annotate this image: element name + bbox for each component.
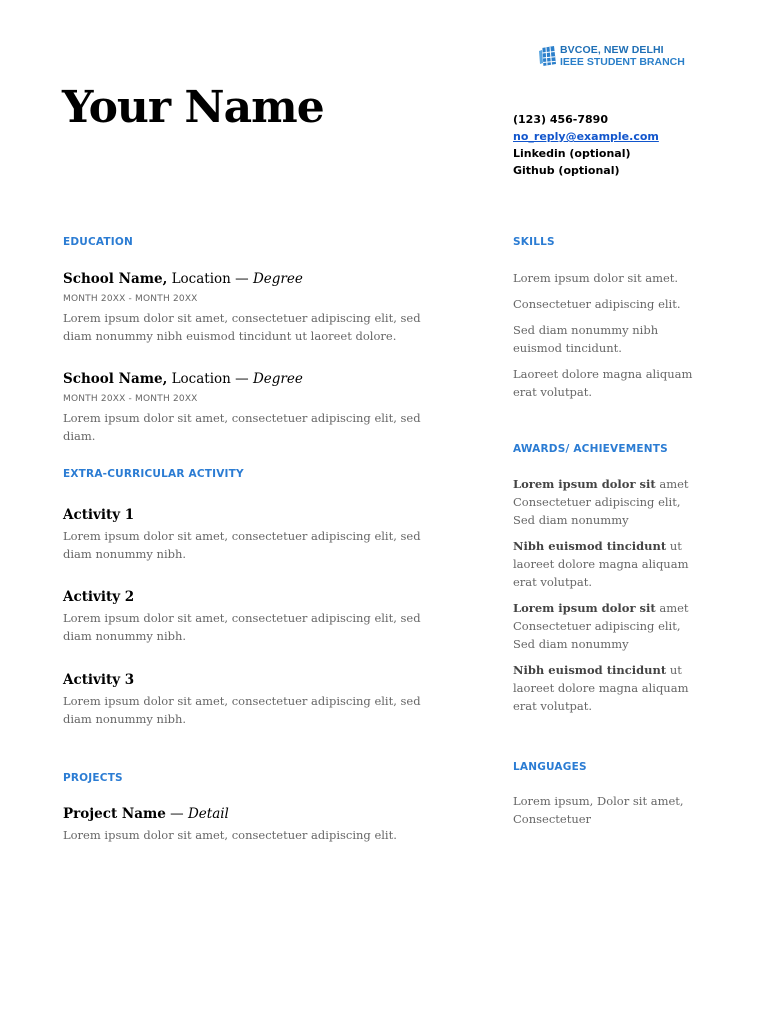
- awards-list: [513, 475, 693, 715]
- award-bold: Nibh euismod tincidunt: [513, 663, 667, 677]
- activity-entry: [63, 671, 443, 728]
- skills-list: [513, 269, 693, 401]
- activity-description: Lorem ipsum dolor sit amet, consectetuer adipiscing elit, sed diam nonummy nibh.: [63, 529, 421, 561]
- email-link[interactable]: no_reply@example.com: [513, 130, 659, 143]
- award-bold: Nibh euismod tincidunt: [513, 539, 667, 553]
- award-rest: ut laoreet dolore magna aliquam erat volutpat.: [513, 663, 689, 713]
- degree: Degree: [252, 371, 303, 387]
- award-rest: amet Consectetuer adipiscing elit, Sed diam nonummy: [513, 477, 689, 527]
- skill-item: Laoreet dolore magna aliquam erat volutpat.: [513, 367, 693, 399]
- activity-entry: [63, 588, 443, 645]
- award-rest: ut laoreet dolore magna aliquam erat volutpat.: [513, 539, 689, 589]
- projects-heading: PROJECTS: [63, 772, 123, 784]
- award-item: [513, 475, 693, 529]
- education-entry: [63, 370, 443, 445]
- phone-number: (123) 456-7890: [513, 113, 608, 126]
- github-text: Github (optional): [513, 164, 620, 177]
- languages-text: Lorem ipsum, Dolor sit amet, Consectetuer: [513, 794, 684, 826]
- degree: Degree: [252, 271, 303, 287]
- education-dates: MONTH 20XX - MONTH 20XX: [63, 294, 198, 304]
- education-heading: EDUCATION: [63, 236, 134, 248]
- languages-heading: LANGUAGES: [513, 761, 587, 773]
- activities-heading: EXTRA-CURRICULAR ACTIVITY: [63, 468, 244, 480]
- project-entry: [63, 805, 443, 844]
- education-description: Lorem ipsum dolor sit amet, consectetuer adipiscing elit, sed diam nonummy nibh euismod tincidunt ut laoreet dolore.: [63, 311, 421, 343]
- activity-title: Activity 1: [63, 507, 135, 523]
- education-description: Lorem ipsum dolor sit amet, consectetuer adipiscing elit, sed diam.: [63, 411, 421, 443]
- contact-block: [513, 111, 659, 179]
- awards-heading: AWARDS/ ACHIEVEMENTS: [513, 443, 668, 455]
- logo-line-2: IEEE STUDENT BRANCH: [560, 56, 685, 68]
- award-item: [513, 537, 693, 591]
- ieee-logo: [539, 44, 685, 68]
- project-detail: Detail: [187, 806, 229, 822]
- activity-description: Lorem ipsum dolor sit amet, consectetuer adipiscing elit, sed diam nonummy nibh.: [63, 694, 421, 726]
- skill-item: Consectetuer adipiscing elit.: [513, 297, 681, 311]
- award-bold: Lorem ipsum dolor sit: [513, 477, 656, 491]
- project-separator: —: [165, 806, 188, 822]
- skill-item: Sed diam nonummy nibh euismod tincidunt.: [513, 323, 659, 355]
- award-bold: Lorem ipsum dolor sit: [513, 601, 656, 615]
- school-name: School Name,: [63, 371, 168, 387]
- candidate-name: Your Name: [62, 82, 324, 133]
- activity-description: Lorem ipsum dolor sit amet, consectetuer adipiscing elit, sed diam nonummy nibh.: [63, 611, 421, 643]
- project-name: Project Name: [63, 806, 166, 822]
- school-location: Location —: [167, 371, 253, 387]
- award-item: [513, 599, 693, 653]
- education-entry: [63, 270, 443, 345]
- skills-heading: SKILLS: [513, 236, 555, 248]
- skill-item: Lorem ipsum dolor sit amet.: [513, 271, 679, 285]
- logo-line-1: BVCOE, NEW DELHI: [560, 44, 664, 56]
- project-description: Lorem ipsum dolor sit amet, consectetuer adipiscing elit.: [63, 828, 397, 842]
- award-rest: amet Consectetuer adipiscing elit, Sed diam nonummy: [513, 601, 689, 651]
- activity-title: Activity 3: [63, 672, 135, 688]
- activity-title: Activity 2: [63, 589, 135, 605]
- globe-grid-icon: [539, 45, 557, 67]
- activity-entry: [63, 506, 443, 563]
- school-name: School Name,: [63, 271, 168, 287]
- award-item: [513, 661, 693, 715]
- linkedin-text: Linkedin (optional): [513, 147, 631, 160]
- school-location: Location —: [167, 271, 253, 287]
- education-dates: MONTH 20XX - MONTH 20XX: [63, 394, 198, 404]
